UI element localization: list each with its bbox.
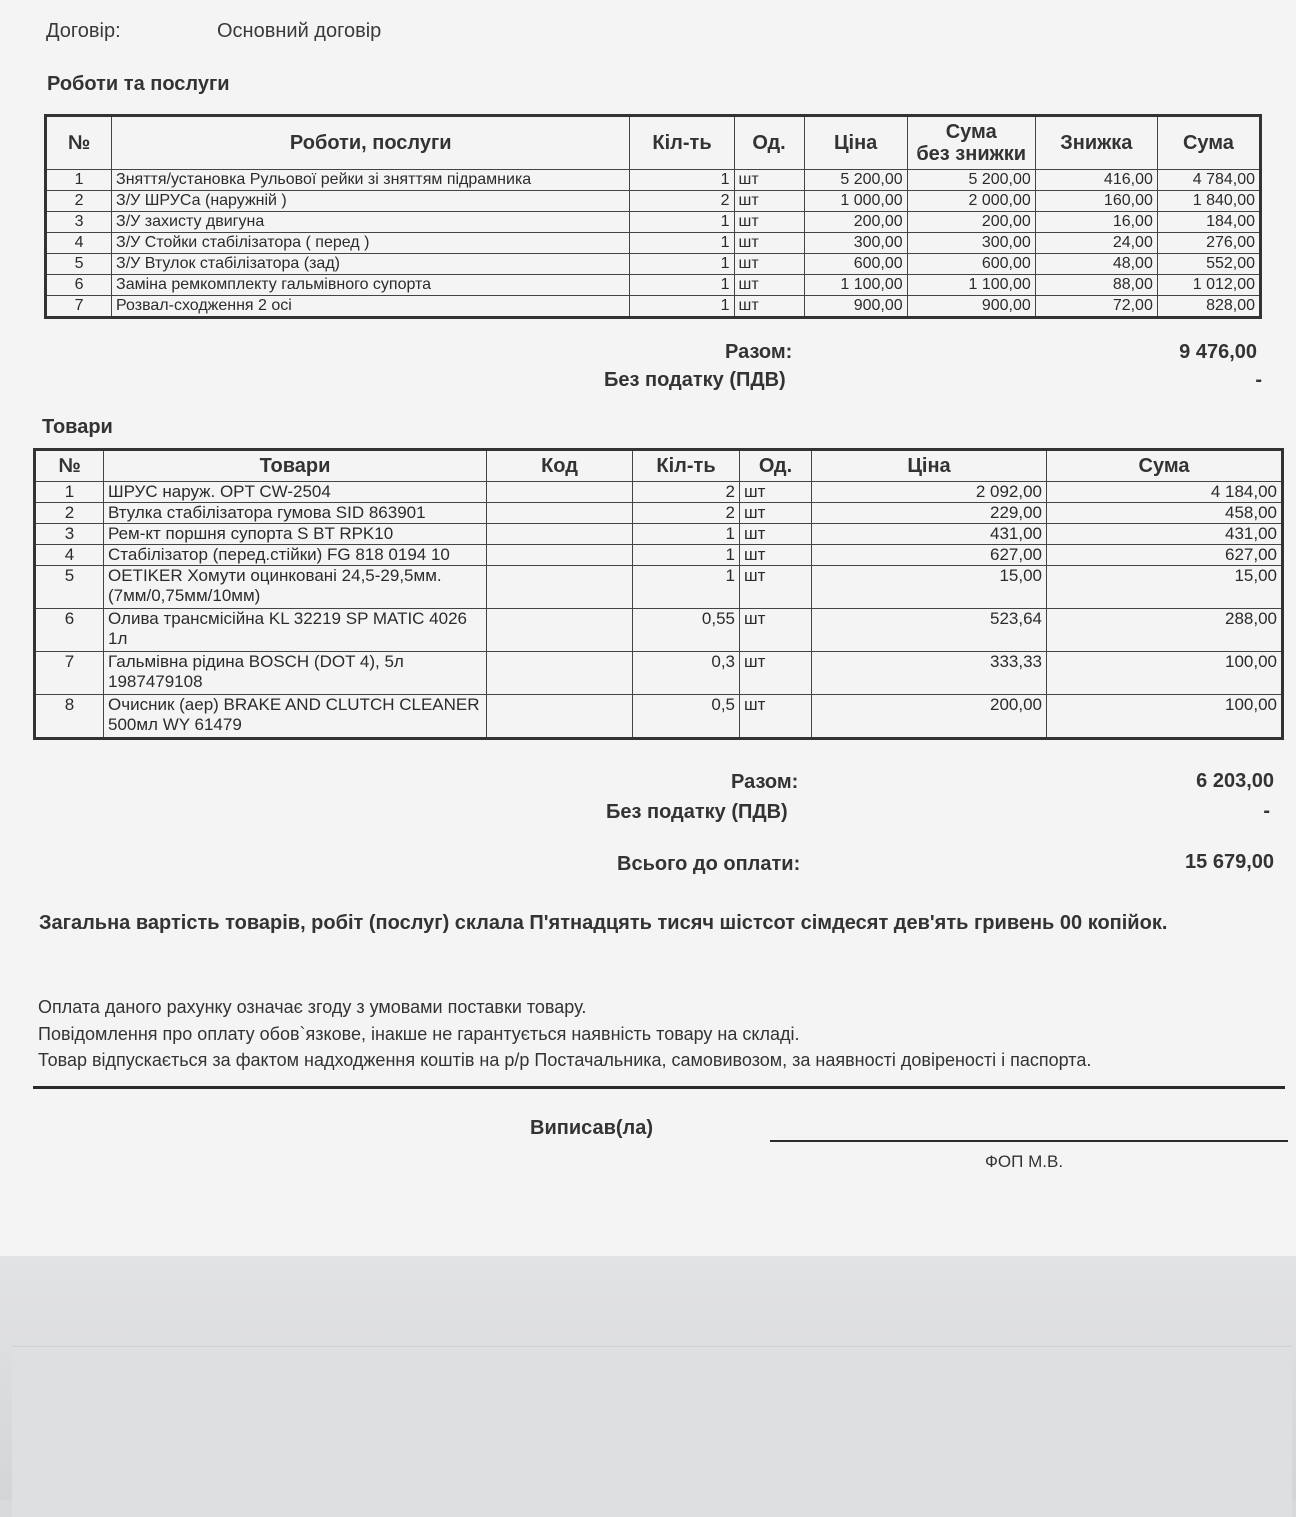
cell-sum: 627,00 (1047, 545, 1283, 566)
table-row (35, 566, 1283, 609)
cell-service: Розвал-сходження 2 осі (112, 296, 630, 318)
col-header-code: Код (487, 450, 633, 482)
cell-sum-no-discount: 200,00 (907, 212, 1035, 233)
cell-price: 15,00 (812, 566, 1047, 609)
table-row (46, 212, 1261, 233)
contract-value: Основний договір (217, 20, 382, 42)
services-vat-value: - (1255, 369, 1262, 391)
cell-price: 1 000,00 (804, 191, 907, 212)
cell-sum-no-discount: 1 100,00 (907, 275, 1035, 296)
grand-total-value: 15 679,00 (1185, 851, 1274, 873)
cell-price: 200,00 (804, 212, 907, 233)
cell-sum-no-discount: 2 000,00 (907, 191, 1035, 212)
services-section-title: Роботи та послуги (47, 73, 230, 95)
col-header-no: № (35, 450, 104, 482)
cell-sum: 552,00 (1157, 254, 1260, 275)
cell-sum: 100,00 (1047, 695, 1283, 739)
table-row (35, 652, 1283, 695)
cell-sum: 288,00 (1047, 609, 1283, 652)
goods-vat-value: - (1263, 800, 1270, 822)
cell-goods: Олива трансмісійна KL 32219 SP MATIC 4026 1л (104, 609, 487, 652)
cell-price: 2 092,00 (812, 482, 1047, 503)
table-row (46, 233, 1261, 254)
cell-unit: шт (740, 482, 812, 503)
cell-qty: 2 (633, 503, 740, 524)
cell-qty: 0,55 (633, 609, 740, 652)
cell-qty: 0,3 (633, 652, 740, 695)
table-row (35, 503, 1283, 524)
cell-unit: шт (740, 695, 812, 739)
cell-code (487, 566, 633, 609)
col-header-goods: Товари (104, 450, 487, 482)
cell-qty: 1 (630, 296, 734, 318)
cell-sum: 276,00 (1157, 233, 1260, 254)
cell-no: 5 (35, 566, 104, 609)
table-row (35, 524, 1283, 545)
cell-price: 900,00 (804, 296, 907, 318)
goods-total-value: 6 203,00 (1196, 770, 1274, 792)
goods-vat-label: Без податку (ПДВ) (606, 801, 788, 823)
cell-price: 1 100,00 (804, 275, 907, 296)
table-row (35, 695, 1283, 739)
cell-unit: шт (740, 545, 812, 566)
signature-line (770, 1140, 1288, 1142)
cell-unit: шт (734, 233, 804, 254)
cell-qty: 2 (633, 482, 740, 503)
services-vat-label: Без податку (ПДВ) (604, 369, 786, 391)
background-surface (0, 1256, 1296, 1500)
cell-code (487, 609, 633, 652)
services-total-label: Разом: (725, 341, 793, 363)
cell-unit: шт (740, 524, 812, 545)
cell-service: З/У ШРУСа (наружній ) (112, 191, 630, 212)
col-header-sum: Сума (1157, 116, 1260, 170)
cell-sum-no-discount: 900,00 (907, 296, 1035, 318)
cell-price: 523,64 (812, 609, 1047, 652)
cell-no: 1 (35, 482, 104, 503)
col-header-sum: Сума (1047, 450, 1283, 482)
cell-discount: 88,00 (1035, 275, 1157, 296)
cell-no: 5 (46, 254, 112, 275)
goods-total-label: Разом: (731, 771, 799, 793)
cell-sum: 458,00 (1047, 503, 1283, 524)
cell-goods: Рем-кт поршня супорта S BT RPK10 (104, 524, 487, 545)
cell-sum-no-discount: 600,00 (907, 254, 1035, 275)
cell-no: 7 (35, 652, 104, 695)
cell-no: 6 (35, 609, 104, 652)
cell-price: 5 200,00 (804, 170, 907, 191)
cell-sum: 4 184,00 (1047, 482, 1283, 503)
cell-service: Зняття/установка Рульової рейки зі зняттям підрамника (112, 170, 630, 191)
cell-no: 1 (46, 170, 112, 191)
cell-sum: 1 012,00 (1157, 275, 1260, 296)
cell-qty: 1 (633, 566, 740, 609)
cell-unit: шт (734, 296, 804, 318)
cell-price: 431,00 (812, 524, 1047, 545)
col-header-price: Ціна (804, 116, 907, 170)
signature-label: Виписав(ла) (530, 1117, 654, 1139)
cell-price: 229,00 (812, 503, 1047, 524)
cell-no: 4 (46, 233, 112, 254)
cell-no: 8 (35, 695, 104, 739)
table-row (46, 296, 1261, 318)
col-header-qty: Кіл-ть (633, 450, 740, 482)
cell-goods: Стабілізатор (перед.стійки) FG 818 0194 10 (104, 545, 487, 566)
goods-section-title: Товари (42, 416, 113, 438)
cell-unit: шт (734, 212, 804, 233)
note-line: Повідомлення про оплату обов`язкове, інакше не гарантується наявність товару на складі. (38, 1024, 800, 1044)
cell-goods: ШРУС наруж. OPT CW-2504 (104, 482, 487, 503)
cell-service: Заміна ремкомплекту гальмівного супорта (112, 275, 630, 296)
goods-table (33, 448, 1284, 740)
note-line: Оплата даного рахунку означає згоду з умовами поставки товару. (38, 997, 587, 1017)
cell-code (487, 524, 633, 545)
note-line: Товар відпускається за фактом надходження коштів на р/р Постачальника, самовивозом, за наявності довіреності і паспорта. (38, 1050, 1092, 1070)
cell-qty: 1 (633, 545, 740, 566)
cell-sum: 4 784,00 (1157, 170, 1260, 191)
divider (33, 1086, 1285, 1089)
col-header-sum-no-discount-line1: Сума (945, 121, 997, 143)
cell-qty: 2 (630, 191, 734, 212)
cell-no: 2 (35, 503, 104, 524)
col-header-price: Ціна (812, 450, 1047, 482)
cell-service: З/У Стойки стабілізатора ( перед ) (112, 233, 630, 254)
cell-sum: 184,00 (1157, 212, 1260, 233)
cell-price: 300,00 (804, 233, 907, 254)
col-header-qty: Кіл-ть (630, 116, 734, 170)
contract-label: Договір: (46, 20, 121, 42)
cell-service: З/У Втулок стабілізатора (зад) (112, 254, 630, 275)
cell-code (487, 545, 633, 566)
cell-sum: 100,00 (1047, 652, 1283, 695)
cell-sum: 1 840,00 (1157, 191, 1260, 212)
col-header-discount: Знижка (1035, 116, 1157, 170)
cell-discount: 24,00 (1035, 233, 1157, 254)
cell-price: 200,00 (812, 695, 1047, 739)
grand-total-label: Всього до оплати: (617, 853, 801, 875)
cell-price: 627,00 (812, 545, 1047, 566)
cell-code (487, 652, 633, 695)
cell-discount: 160,00 (1035, 191, 1157, 212)
cell-sum-no-discount: 300,00 (907, 233, 1035, 254)
table-row (46, 254, 1261, 275)
cell-unit: шт (734, 254, 804, 275)
cell-goods: OETIKER Хомути оцинковані 24,5-29,5мм.(7мм/0,75мм/10мм) (104, 566, 487, 609)
cell-unit: шт (740, 609, 812, 652)
cell-qty: 1 (633, 524, 740, 545)
cell-price: 333,33 (812, 652, 1047, 695)
amount-in-words: Загальна вартість товарів, робіт (послуг) склала П'ятнадцять тисяч шістсот сімдесят дев'ять гривень 00 копійок. (39, 912, 1168, 934)
cell-no: 3 (35, 524, 104, 545)
cell-unit: шт (740, 566, 812, 609)
cell-goods: Втулка стабілізатора гумова SID 863901 (104, 503, 487, 524)
table-row (46, 275, 1261, 296)
table-row (46, 191, 1261, 212)
cell-price: 600,00 (804, 254, 907, 275)
cell-unit: шт (740, 503, 812, 524)
col-header-no: № (46, 116, 112, 170)
cell-code (487, 695, 633, 739)
cell-service: З/У захисту двигуна (112, 212, 630, 233)
table-row (35, 545, 1283, 566)
cell-unit: шт (740, 652, 812, 695)
cell-unit: шт (734, 170, 804, 191)
col-header-service: Роботи, послуги (112, 116, 630, 170)
cell-no: 6 (46, 275, 112, 296)
cell-sum: 828,00 (1157, 296, 1260, 318)
cell-qty: 1 (630, 233, 734, 254)
col-header-unit: Од. (734, 116, 804, 170)
cell-code (487, 482, 633, 503)
cell-qty: 1 (630, 254, 734, 275)
cell-no: 3 (46, 212, 112, 233)
cell-discount: 16,00 (1035, 212, 1157, 233)
cell-no: 7 (46, 296, 112, 318)
services-header-row (46, 116, 1261, 170)
cell-sum: 431,00 (1047, 524, 1283, 545)
cell-no: 2 (46, 191, 112, 212)
col-header-unit: Од. (740, 450, 812, 482)
cell-qty: 0,5 (633, 695, 740, 739)
cell-sum: 15,00 (1047, 566, 1283, 609)
cell-goods: Гальмівна рідина BOSCH (DOT 4), 5л 1987479108 (104, 652, 487, 695)
cell-sum-no-discount: 5 200,00 (907, 170, 1035, 191)
cell-discount: 48,00 (1035, 254, 1157, 275)
cell-no: 4 (35, 545, 104, 566)
underlying-paper (12, 1346, 1292, 1517)
col-header-sum-no-discount-line2: без знижки (916, 143, 1027, 165)
cell-goods: Очисник (аер) BRAKE AND CLUTCH CLEANER 500мл WY 61479 (104, 695, 487, 739)
cell-unit: шт (734, 275, 804, 296)
table-row (35, 482, 1283, 503)
col-header-sum-no-discount (907, 116, 1035, 170)
cell-qty: 1 (630, 170, 734, 191)
signatory-name: ФОП М.В. (985, 1152, 1064, 1171)
table-row (35, 609, 1283, 652)
cell-discount: 416,00 (1035, 170, 1157, 191)
cell-unit: шт (734, 191, 804, 212)
goods-header-row (35, 450, 1283, 482)
cell-qty: 1 (630, 212, 734, 233)
cell-discount: 72,00 (1035, 296, 1157, 318)
services-total-value: 9 476,00 (1179, 341, 1257, 363)
services-table (44, 114, 1262, 319)
cell-qty: 1 (630, 275, 734, 296)
table-row (46, 170, 1261, 191)
cell-code (487, 503, 633, 524)
